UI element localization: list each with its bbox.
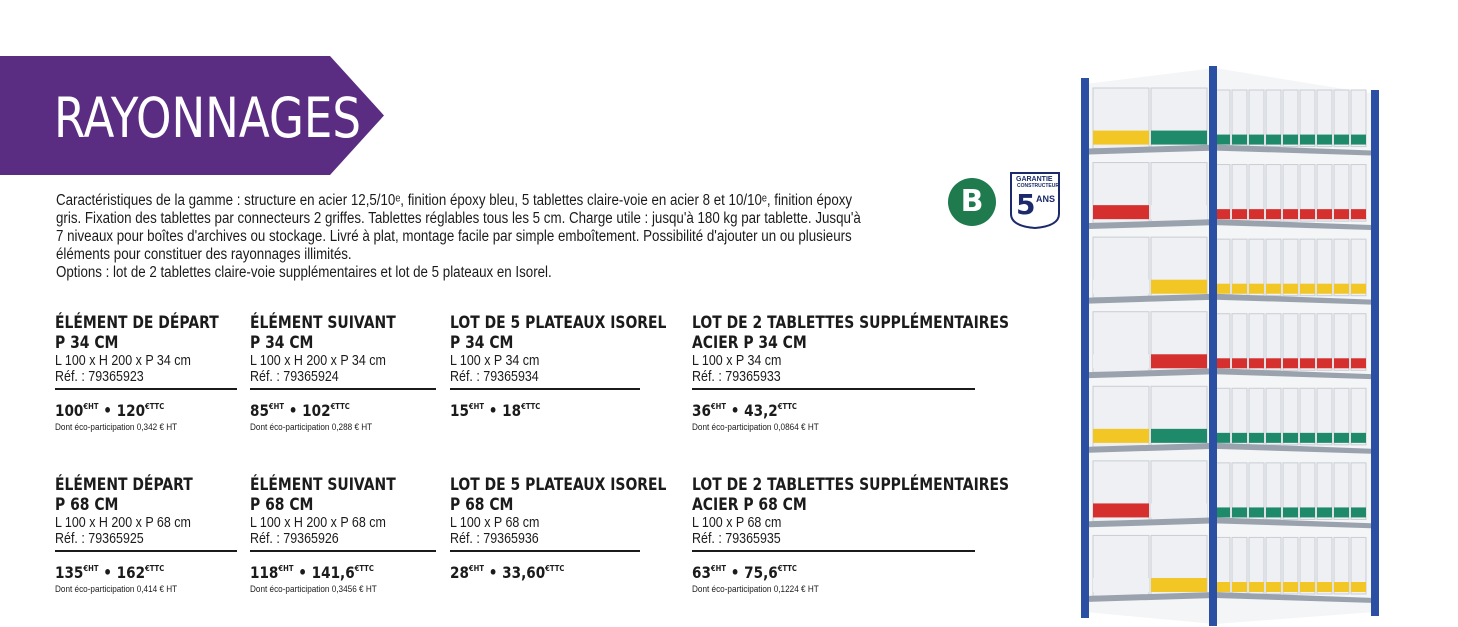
- product-card: [250, 313, 436, 433]
- archive-box-slim-band: [1215, 433, 1230, 443]
- archive-box-slim-band: [1351, 209, 1366, 219]
- archive-box-slim-band: [1300, 582, 1315, 592]
- upright-post: [1371, 90, 1379, 616]
- product-dimensions: L 100 x H 200 x P 34 cm: [55, 353, 191, 369]
- archive-box-slim-band: [1334, 507, 1349, 517]
- unit-ht: €HT: [710, 564, 726, 573]
- product-title: LOT DE 2 TABLETTES SUPPLÉMENTAIRES: [692, 313, 1010, 333]
- price-ttc: 141,6: [311, 563, 355, 582]
- price-ht: 85: [250, 401, 269, 420]
- archive-box-slim-band: [1317, 209, 1332, 219]
- eco-participation: Dont éco-participation 0,288 € HT: [250, 422, 373, 433]
- archive-box-slim-band: [1266, 284, 1281, 294]
- unit-ttc: €TTC: [521, 402, 541, 411]
- description-line: 7 niveaux pour boîtes d'archives ou stockage. Livré à plat, montage facile par simple emboîtement. Possibilité d'ajouter un ou plusieurs: [56, 228, 852, 245]
- archive-box-slim-band: [1232, 358, 1247, 368]
- archive-box-band: [1093, 429, 1149, 443]
- price-ht: 118: [250, 563, 279, 582]
- price-ht: 63: [692, 563, 711, 582]
- unit-ht: €HT: [83, 564, 99, 573]
- archive-box-band: [1093, 578, 1149, 592]
- product-card: [692, 475, 1010, 595]
- product-price: [55, 398, 210, 420]
- divider: [450, 388, 640, 390]
- archive-box-slim-band: [1232, 433, 1247, 443]
- archive-box-slim-band: [1283, 209, 1298, 219]
- archive-box-slim-band: [1351, 582, 1366, 592]
- archive-box-slim-band: [1351, 433, 1366, 443]
- unit-ttc: €TTC: [545, 564, 565, 573]
- product-depth: P 68 CM: [450, 495, 514, 515]
- description-line: éléments pour constituer des rayonnages illimités.: [56, 246, 352, 263]
- archive-box-slim-band: [1215, 507, 1230, 517]
- eco-participation: Dont éco-participation 0,414 € HT: [55, 584, 178, 595]
- price-separator: •: [288, 401, 298, 420]
- archive-box-slim-band: [1334, 582, 1349, 592]
- unit-ttc: €TTC: [354, 564, 374, 573]
- archive-box-slim-band: [1266, 135, 1281, 145]
- price-ttc: 43,2: [744, 401, 778, 420]
- description-line: gris. Fixation des tablettes par connecteurs 2 griffes. Tablettes réglables tous les 5 cm. Charge utile : jusqu'à 180 kg par tablette. Jusqu'à: [56, 210, 861, 227]
- archive-box-slim-band: [1300, 209, 1315, 219]
- product-price: [450, 560, 612, 582]
- upright-post: [1209, 66, 1217, 626]
- description-line: Caractéristiques de la gamme : structure en acier 12,5/10ᵉ, finition époxy bleu, 5 tablettes claire-voie en acier 8 et 10/10ᵉ, finition époxy: [56, 192, 853, 209]
- archive-box-band: [1151, 578, 1207, 592]
- product-depth: P 34 CM: [450, 333, 514, 353]
- eco-participation: Dont éco-participation 0,342 € HT: [55, 422, 178, 433]
- product-dimensions: L 100 x P 68 cm: [450, 515, 540, 531]
- archive-box-slim-band: [1232, 284, 1247, 294]
- unit-ttc: €TTC: [777, 402, 797, 411]
- archive-box-slim-band: [1300, 135, 1315, 145]
- price-separator: •: [488, 401, 498, 420]
- archive-box-slim-band: [1334, 358, 1349, 368]
- warranty-unit: ANS: [1036, 194, 1056, 204]
- shelving-unit-photo: [1075, 64, 1393, 626]
- archive-box-band: [1093, 131, 1149, 145]
- unit-ht: €HT: [83, 402, 99, 411]
- archive-box-band: [1151, 503, 1207, 517]
- archive-box-slim-band: [1334, 433, 1349, 443]
- archive-box-slim-band: [1249, 433, 1264, 443]
- product-price: [692, 398, 933, 420]
- product-dimensions: L 100 x P 34 cm: [692, 353, 782, 369]
- archive-box-slim-band: [1232, 135, 1247, 145]
- upright-post: [1081, 78, 1089, 618]
- archive-box-slim-band: [1249, 507, 1264, 517]
- product-price: [250, 560, 408, 582]
- product-title: ÉLÉMENT SUIVANT: [250, 475, 396, 495]
- product-title: ÉLÉMENT DE DÉPART: [55, 313, 219, 333]
- archive-box-band: [1093, 205, 1149, 219]
- price-separator: •: [298, 563, 307, 582]
- eco-participation: Dont éco-participation 0,1224 € HT: [692, 584, 819, 595]
- archive-box-slim-band: [1249, 358, 1264, 368]
- archive-box-slim-band: [1317, 358, 1332, 368]
- eco-participation: Dont éco-participation 0,3456 € HT: [250, 584, 377, 595]
- archive-box-slim-band: [1232, 209, 1247, 219]
- title-banner: [0, 56, 384, 175]
- product-reference: Réf. : 79365926: [250, 531, 339, 547]
- archive-box-band: [1151, 131, 1207, 145]
- product-reference: Réf. : 79365934: [450, 369, 539, 385]
- product-reference: Réf. : 79365923: [55, 369, 144, 385]
- product-card: [450, 475, 667, 584]
- product-price: [55, 560, 210, 582]
- product-card: [55, 475, 237, 595]
- archive-box-band: [1151, 354, 1207, 368]
- archive-box-slim-band: [1351, 284, 1366, 294]
- price-ht: 135: [55, 563, 84, 582]
- archive-box-slim-band: [1249, 582, 1264, 592]
- product-depth: ACIER P 34 CM: [692, 333, 807, 353]
- price-separator: •: [103, 401, 112, 420]
- archive-box-slim-band: [1266, 358, 1281, 368]
- product-depth: P 34 CM: [55, 333, 119, 353]
- unit-ht: €HT: [278, 564, 294, 573]
- archive-box-slim-band: [1232, 507, 1247, 517]
- product-depth: ACIER P 68 CM: [692, 495, 807, 515]
- archive-box-slim-band: [1215, 209, 1230, 219]
- archive-box-slim-band: [1317, 135, 1332, 145]
- archive-box-slim-band: [1351, 135, 1366, 145]
- archive-box-slim-band: [1215, 135, 1230, 145]
- product-title: LOT DE 5 PLATEAUX ISOREL: [450, 313, 667, 333]
- product-title: ÉLÉMENT DÉPART: [55, 475, 193, 495]
- archive-box-slim-band: [1317, 507, 1332, 517]
- price-ht: 28: [450, 563, 469, 582]
- product-reference: Réf. : 79365925: [55, 531, 144, 547]
- unit-ht: €HT: [468, 564, 484, 573]
- product-reference: Réf. : 79365935: [692, 531, 781, 547]
- divider: [55, 550, 237, 552]
- product-reference: Réf. : 79365924: [250, 369, 339, 385]
- archive-box-slim-band: [1215, 284, 1230, 294]
- archive-box-band: [1151, 429, 1207, 443]
- product-card: [55, 313, 237, 433]
- divider: [250, 550, 436, 552]
- price-separator: •: [488, 563, 498, 582]
- archive-box-slim-band: [1215, 582, 1230, 592]
- price-ttc: 162: [116, 563, 146, 582]
- divider: [450, 550, 640, 552]
- archive-box-slim-band: [1283, 135, 1298, 145]
- warranty-sublabel: CONSTRUCTEUR: [1017, 183, 1059, 189]
- divider: [55, 388, 237, 390]
- product-title: LOT DE 2 TABLETTES SUPPLÉMENTAIRES: [692, 475, 1010, 495]
- product-price: [692, 560, 933, 582]
- category-badge: B: [948, 178, 996, 226]
- archive-box-slim-band: [1300, 433, 1315, 443]
- archive-box-slim-band: [1266, 209, 1281, 219]
- archive-box-slim-band: [1283, 507, 1298, 517]
- price-ttc: 18: [502, 401, 522, 420]
- product-price: [250, 398, 408, 420]
- archive-box-slim-band: [1317, 433, 1332, 443]
- archive-box-slim-band: [1351, 358, 1366, 368]
- product-card: [250, 475, 436, 595]
- archive-box-slim-band: [1300, 507, 1315, 517]
- archive-box-slim-band: [1249, 284, 1264, 294]
- price-ttc: 102: [302, 401, 331, 420]
- product-title: LOT DE 5 PLATEAUX ISOREL: [450, 475, 667, 495]
- archive-box-slim-band: [1249, 209, 1264, 219]
- product-depth: P 68 CM: [250, 495, 314, 515]
- unit-ht: €HT: [468, 402, 484, 411]
- archive-box-slim-band: [1300, 284, 1315, 294]
- archive-box-slim-band: [1300, 358, 1315, 368]
- product-depth: P 68 CM: [55, 495, 119, 515]
- product-reference: Réf. : 79365936: [450, 531, 539, 547]
- product-dimensions: L 100 x H 200 x P 68 cm: [250, 515, 386, 531]
- unit-ttc: €TTC: [145, 402, 165, 411]
- archive-box-slim-band: [1283, 433, 1298, 443]
- warranty-badge: [1008, 170, 1062, 230]
- product-dimensions: L 100 x P 68 cm: [692, 515, 782, 531]
- price-separator: •: [730, 563, 740, 582]
- unit-ht: €HT: [710, 402, 726, 411]
- product-dimensions: L 100 x H 200 x P 34 cm: [250, 353, 386, 369]
- archive-box-slim-band: [1283, 582, 1298, 592]
- archive-box-slim-band: [1215, 358, 1230, 368]
- unit-ht: €HT: [268, 402, 284, 411]
- product-dimensions: L 100 x P 34 cm: [450, 353, 540, 369]
- archive-box-slim-band: [1334, 135, 1349, 145]
- archive-box-slim-band: [1334, 209, 1349, 219]
- warranty-label: GARANTIE: [1016, 176, 1053, 183]
- page-title: RAYONNAGES: [54, 86, 362, 150]
- product-reference: Réf. : 79365933: [692, 369, 781, 385]
- product-price: [450, 398, 612, 420]
- divider: [692, 550, 975, 552]
- product-dimensions: L 100 x H 200 x P 68 cm: [55, 515, 191, 531]
- product-card: [692, 313, 1010, 433]
- warranty-years: 5: [1016, 188, 1036, 221]
- product-title: ÉLÉMENT SUIVANT: [250, 313, 396, 333]
- archive-box-slim-band: [1283, 284, 1298, 294]
- archive-box-slim-band: [1317, 582, 1332, 592]
- description-line: Options : lot de 2 tablettes claire-voie supplémentaires et lot de 5 plateaux en Isorel.: [56, 264, 552, 281]
- price-separator: •: [103, 563, 112, 582]
- unit-ttc: €TTC: [145, 564, 165, 573]
- archive-box-band: [1093, 503, 1149, 517]
- unit-ttc: €TTC: [330, 402, 350, 411]
- archive-box-slim-band: [1266, 582, 1281, 592]
- eco-participation: Dont éco-participation 0,0864 € HT: [692, 422, 819, 433]
- price-ttc: 75,6: [744, 563, 778, 582]
- archive-box-band: [1093, 354, 1149, 368]
- archive-box-band: [1093, 280, 1149, 294]
- divider: [692, 388, 975, 390]
- price-ttc: 120: [116, 401, 146, 420]
- price-ttc: 33,60: [502, 563, 546, 582]
- archive-box-slim-band: [1351, 507, 1366, 517]
- product-depth: P 34 CM: [250, 333, 314, 353]
- range-description: [56, 192, 946, 282]
- price-ht: 36: [692, 401, 711, 420]
- archive-box-slim-band: [1232, 582, 1247, 592]
- archive-box-slim-band: [1317, 284, 1332, 294]
- archive-box-slim-band: [1334, 284, 1349, 294]
- divider: [250, 388, 436, 390]
- archive-box-band: [1151, 280, 1207, 294]
- price-ht: 100: [55, 401, 84, 420]
- product-card: [450, 313, 667, 422]
- unit-ttc: €TTC: [777, 564, 797, 573]
- archive-box-slim-band: [1266, 507, 1281, 517]
- archive-box-slim-band: [1249, 135, 1264, 145]
- price-ht: 15: [450, 401, 469, 420]
- archive-box-slim-band: [1283, 358, 1298, 368]
- archive-box-band: [1151, 205, 1207, 219]
- archive-box-slim-band: [1266, 433, 1281, 443]
- price-separator: •: [730, 401, 740, 420]
